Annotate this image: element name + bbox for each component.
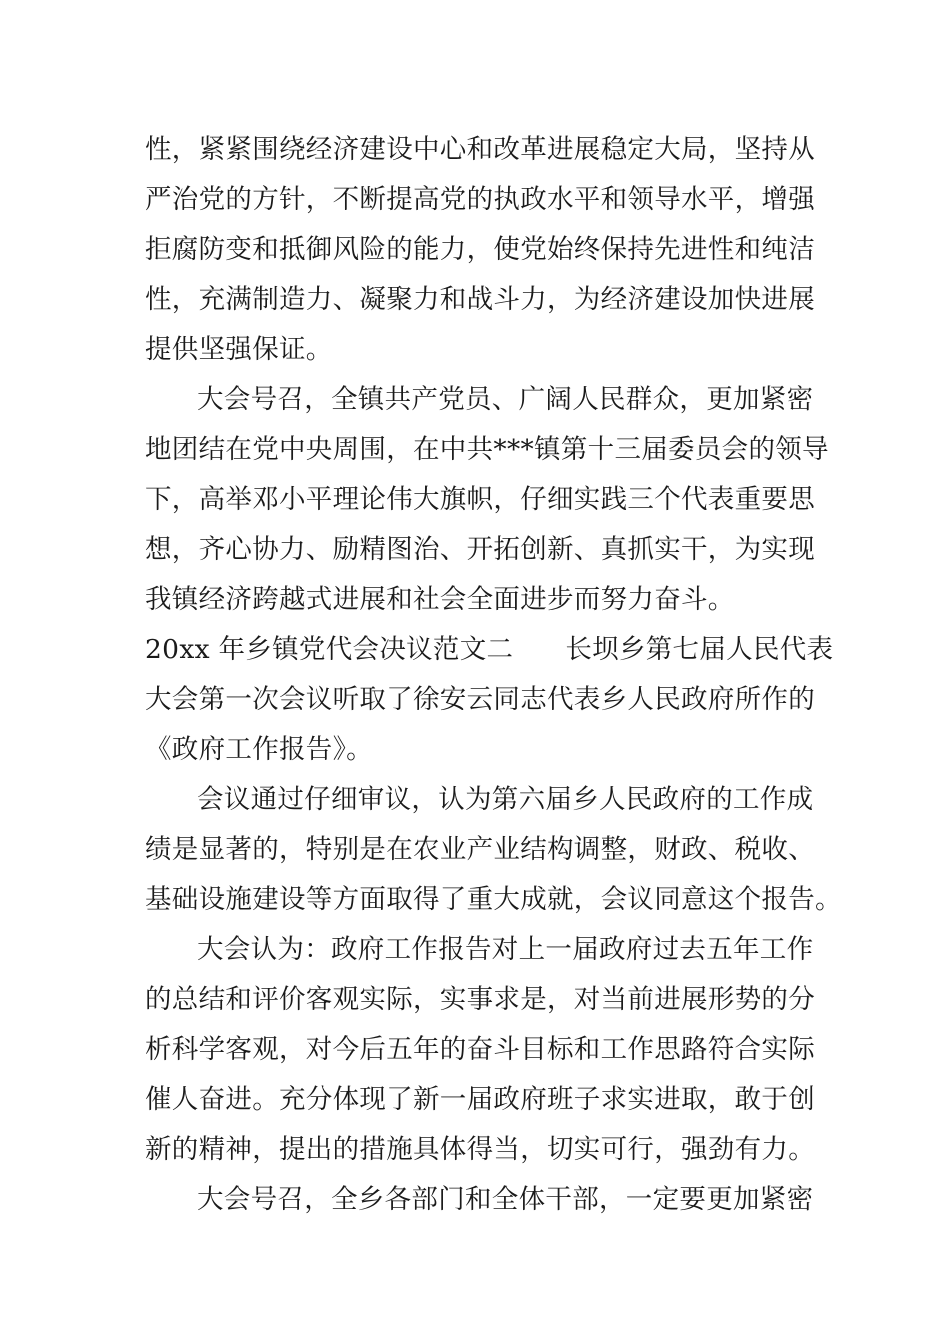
text-line: 基础设施建设等方面取得了重大成就，会议同意这个报告。 — [145, 884, 842, 915]
text-line: 下，高举邓小平理论伟大旗帜，仔细实践三个代表重要思 — [145, 484, 815, 515]
text-line: 绩是显著的，特别是在农业产业结构调整，财政、税收、 — [145, 834, 815, 865]
paragraph-start: 大会号召，全镇共产党员、广阔人民群众，更加紧密 — [197, 384, 814, 415]
text-line: 性，紧紧围绕经济建设中心和改革进展稳定大局，坚持从 — [145, 134, 815, 165]
section-heading: 20xx 年乡镇党代会决议范文二 — [145, 634, 514, 665]
text-line: 新的精神，提出的措施具体得当，切实可行，强劲有力。 — [145, 1134, 815, 1165]
paragraph-start: 大会认为：政府工作报告对上一届政府过去五年工作 — [197, 934, 814, 965]
section-heading-line — [145, 634, 834, 666]
text-fragment: 长坝乡第七届人民代表 — [565, 634, 834, 665]
text-line: 提供坚强保证。 — [145, 334, 333, 365]
paragraph-start: 大会号召，全乡各部门和全体干部，一定要更加紧密 — [197, 1184, 814, 1215]
text-line: 析科学客观，对今后五年的奋斗目标和工作思路符合实际 — [145, 1034, 815, 1065]
text-line: 催人奋进。充分体现了新一届政府班子求实进取，敢于创 — [145, 1084, 815, 1115]
text-line: 的总结和评价客观实际，实事求是，对当前进展形势的分 — [145, 984, 815, 1015]
paragraph-start: 会议通过仔细审议，认为第六届乡人民政府的工作成 — [197, 784, 814, 815]
text-line: 地团结在党中央周围，在中共***镇第十三届委员会的领导 — [145, 434, 829, 465]
text-line: 我镇经济跨越式进展和社会全面进步而努力奋斗。 — [145, 584, 735, 615]
text-line: 拒腐防变和抵御风险的能力，使党始终保持先进性和纯洁 — [145, 234, 815, 265]
text-line: 严治党的方针，不断提高党的执政水平和领导水平，增强 — [145, 184, 815, 215]
text-line: 《政府工作报告》。 — [145, 734, 373, 765]
text-line: 大会第一次会议听取了徐安云同志代表乡人民政府所作的 — [145, 684, 815, 715]
text-line: 性，充满制造力、凝聚力和战斗力，为经济建设加快进展 — [145, 284, 815, 315]
text-line: 想，齐心协力、励精图治、开拓创新、真抓实干，为实现 — [145, 534, 815, 565]
